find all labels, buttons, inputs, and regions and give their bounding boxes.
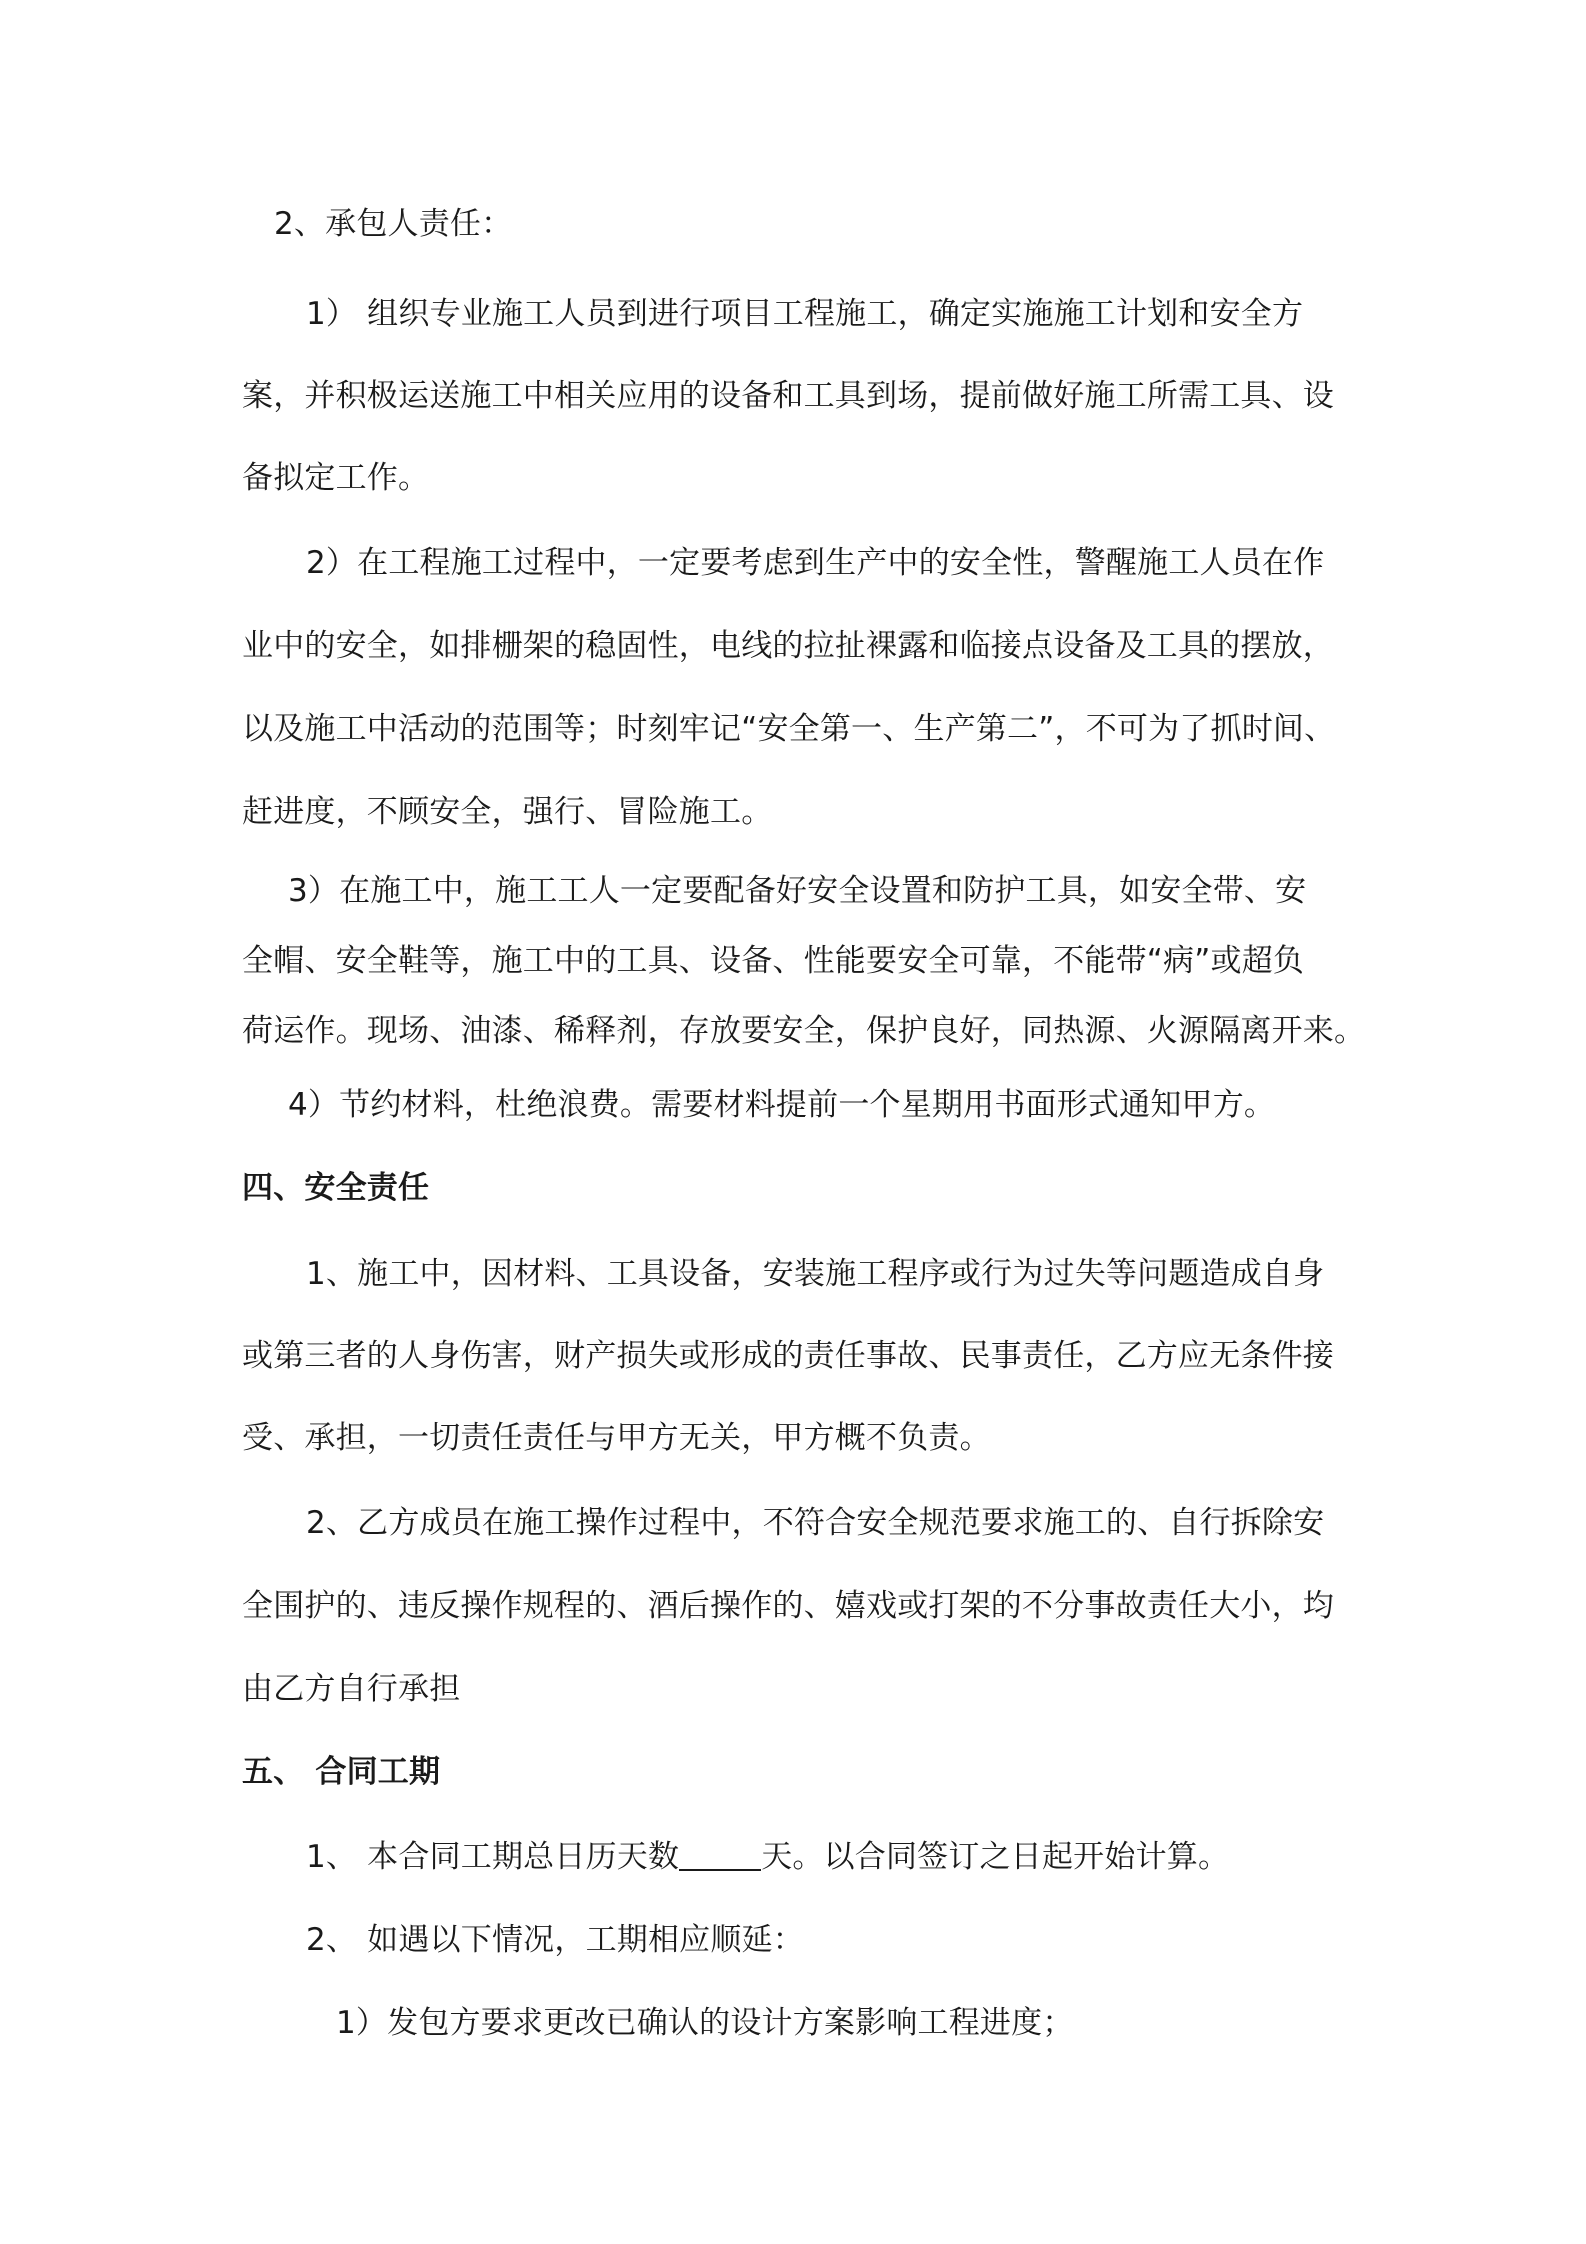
section5-title: 五、 合同工期 <box>242 1754 441 1790</box>
item1-line3: 备拟定工作。 <box>242 460 430 496</box>
section4-p2-line2: 全围护的、违反操作规程的、酒后操作的、嬉戏或打架的不分事故责任大小，均 <box>242 1588 1334 1624</box>
section4-p2-line1: 2、乙方成员在施工操作过程中，不符合安全规范要求施工的、自行拆除安 <box>306 1505 1325 1541</box>
item2-line1: 2）在工程施工过程中，一定要考虑到生产中的安全性，警醒施工人员在作 <box>306 545 1325 581</box>
section4-p2-line3: 由乙方自行承担 <box>242 1671 461 1707</box>
item2-line3: 以及施工中活动的范围等；时刻牢记“安全第一、生产第二”，不可为了抓时间、 <box>242 711 1336 747</box>
item3-line1: 3）在施工中，施工工人一定要配备好安全设置和防护工具，如安全带、安 <box>288 873 1307 909</box>
item1-line2: 案，并积极运送施工中相关应用的设备和工具到场，提前做好施工所需工具、设 <box>242 378 1334 414</box>
section4-p1-line2: 或第三者的人身伤害，财产损失或形成的责任事故、民事责任，乙方应无条件接 <box>242 1338 1334 1374</box>
section4-title: 四、安全责任 <box>242 1170 430 1206</box>
section4-p1-line1: 1、施工中，因材料、工具设备，安装施工程序或行为过失等问题造成自身 <box>306 1256 1325 1292</box>
section-title-contractor-responsibility: 2、承包人责任： <box>274 206 513 242</box>
section5-p1-text-after: 天。以合同签订之日起开始计算。 <box>761 1839 1230 1875</box>
item2-line2: 业中的安全，如排栅架的稳固性，电线的拉扯裸露和临接点设备及工具的摆放， <box>242 628 1334 664</box>
item1-line1: 1） 组织专业施工人员到进行项目工程施工，确定实施施工计划和安全方 <box>306 296 1304 332</box>
section5-p2-sub1: 1）发包方要求更改已确认的设计方案影响工程进度； <box>336 2005 1074 2041</box>
workdays-blank-field[interactable] <box>679 1839 761 1871</box>
item2-line4: 赶进度，不顾安全，强行、冒险施工。 <box>242 794 773 830</box>
section4-p1-line3: 受、承担，一切责任责任与甲方无关，甲方概不负责。 <box>242 1420 991 1456</box>
item3-line2: 全帽、安全鞋等，施工中的工具、设备、性能要安全可靠，不能带“病”或超负 <box>242 943 1305 979</box>
section5-p2: 2、 如遇以下情况，工期相应顺延： <box>306 1922 804 1958</box>
item3-line3: 荷运作。现场、油漆、稀释剂，存放要安全，保护良好，同热源、火源隔离开来。 <box>242 1013 1366 1049</box>
item4-line1: 4）节约材料，杜绝浪费。需要材料提前一个星期用书面形式通知甲方。 <box>288 1087 1276 1123</box>
section5-p1-text-before: 1、 本合同工期总日历天数 <box>306 1839 680 1875</box>
section5-p1 <box>306 1837 1421 1877</box>
